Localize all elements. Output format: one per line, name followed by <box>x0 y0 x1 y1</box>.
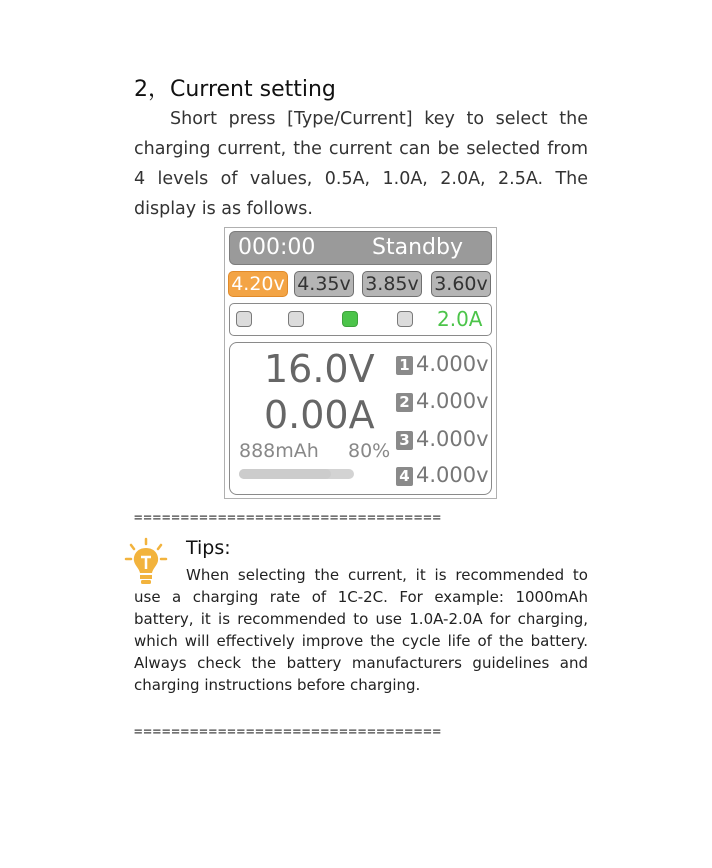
cell-voltage: 4.000v <box>416 463 489 487</box>
cell-voltage: 4.000v <box>416 389 489 413</box>
cell-number-badge: 2 <box>396 393 413 412</box>
separator-top: ================================= <box>134 510 442 526</box>
cell-number-badge: 1 <box>396 356 413 375</box>
cell-voltage: 4.000v <box>416 352 489 376</box>
main-readout <box>229 342 492 495</box>
charger-display <box>224 227 497 499</box>
charge-progress-bar <box>239 469 354 479</box>
status-bar <box>229 231 492 265</box>
cell-number-badge: 3 <box>396 431 413 450</box>
current-selector <box>229 303 492 336</box>
voltage-option-2: 4.35v <box>294 271 354 297</box>
current-level-indicator-3 <box>342 311 358 327</box>
voltage-option-4: 3.60v <box>431 271 491 297</box>
tips-text <box>134 564 588 696</box>
state-readout: Standby <box>372 235 463 260</box>
voltage-selector <box>228 271 495 299</box>
cell-number-badge: 4 <box>396 467 413 486</box>
voltage-readout: 16.0V <box>264 347 375 391</box>
current-level-indicator-1 <box>236 311 252 327</box>
voltage-option-1: 4.20v <box>228 271 288 297</box>
current-level-indicator-2 <box>288 311 304 327</box>
charge-progress-fill <box>239 469 331 479</box>
tips-title: Tips: <box>186 537 231 559</box>
section-heading: 2，Current setting <box>134 77 336 102</box>
section-paragraph <box>134 104 588 224</box>
tips-body: When selecting the current, it is recommended to use a charging rate of 1C-2C. For example: 1000mAh battery, it is recommended to use 1.0A-2.0A for charging, which will effectively improve the cycle life of the battery. Always check the battery manufacturers guidelines and charging instructions before charging. <box>134 566 588 694</box>
capacity-readout: 888mAh <box>239 440 319 462</box>
voltage-option-3: 3.85v <box>362 271 422 297</box>
paragraph-text: Short press [Type/Current] key to select the charging current, the current can be selected from 4 levels of values, 0.5A, 1.0A, 2.0A, 2.5A. The display is as follows. <box>134 109 588 219</box>
current-readout: 0.00A <box>264 393 375 437</box>
cell-voltage: 4.000v <box>416 427 489 451</box>
separator-bottom: ================================= <box>134 724 442 740</box>
current-level-indicator-4 <box>397 311 413 327</box>
timer-readout: 000:00 <box>238 235 316 260</box>
percent-readout: 80% <box>348 440 391 462</box>
current-value: 2.0A <box>437 307 483 331</box>
